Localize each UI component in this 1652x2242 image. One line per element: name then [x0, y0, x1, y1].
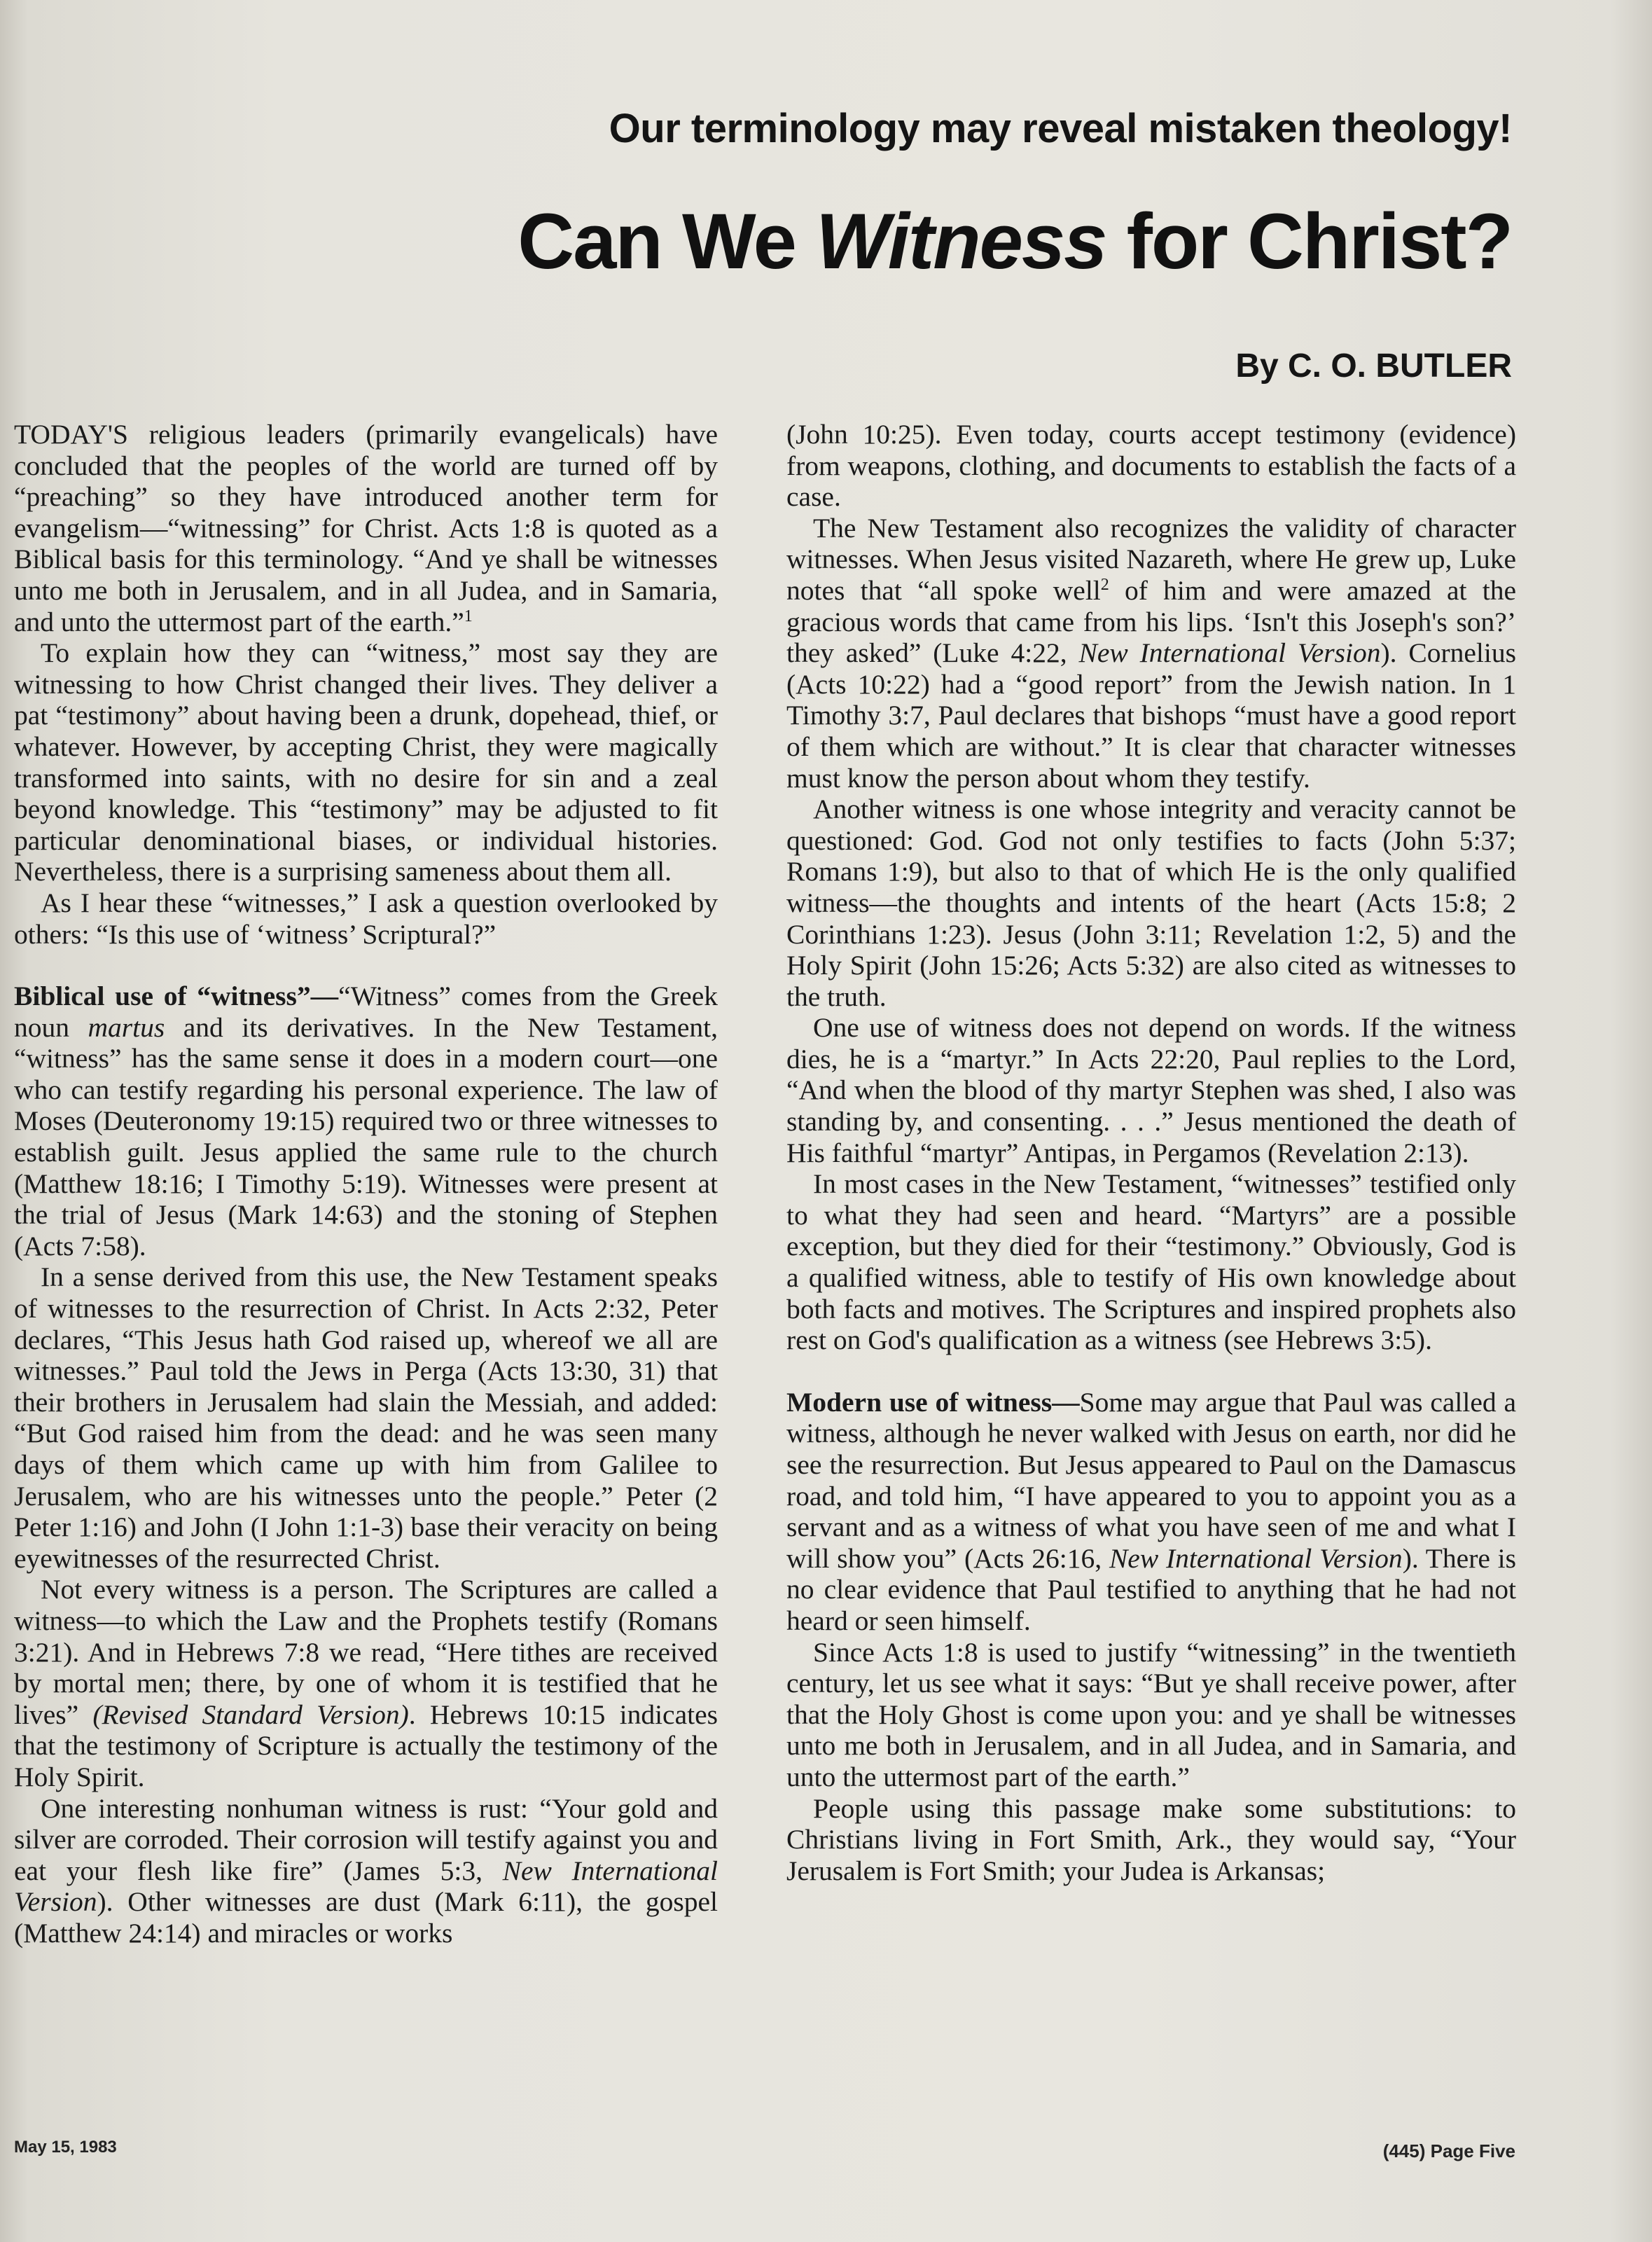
footer-date: May 15, 1983 — [14, 2138, 117, 2157]
footer-page-number: (445) Page Five — [1382, 2140, 1515, 2161]
paragraph-text: ). Cornelius (Acts 10:22) had a “good report” from the Jewish nation. In 1 Timothy 3:7, Paul declares that bishops “must have a good report of them which are without.” It is clear that character witnesses must know the person about whom they testify. — [786, 637, 1516, 794]
section-text: and its derivatives. In the New Testament, “witness” has the same sense it does in a modern court—one who can testify regarding his personal experience. The law of Moses (Deuteronomy 19:15) required two or three witnesses to establish guilt. Jesus applied the same rule to the church (Matthew 18:16; I Timothy 5:19). Witnesses were present at the trial of Jesus (Mark 14:63) and the stoning of Stephen (Acts 7:58). — [14, 1011, 718, 1261]
left-column — [14, 419, 718, 1949]
section-text: ). There is no clear evidence that Paul testified to anything that he had not heard or seen himself. — [786, 1542, 1517, 1636]
paragraph: One use of witness does not depend on words. If the witness dies, he is a “martyr.” In Acts 22:20, Paul replies to the Lord, “And when the blood of thy martyr Stephen was shed, I also was standing by, and consenting. . . .” Jesus mentioned the death of His faithful “martyr” Antipas, in Pergamos (Revelation 2:13). — [786, 1012, 1516, 1168]
section-text: Some may argue that Paul was called a witness, although he never walked with Jesus on earth, nor did he see the resurrection. But Jesus appeared to Paul on the Damascus road, and told him, “I have appeared to you to appoint you as a servant and as a witness of what you have seen of me and what I will show you” (Acts 26:16, — [786, 1386, 1516, 1574]
bible-version: New International Version — [14, 1855, 718, 1918]
paragraph-text: One interesting nonhuman witness is rust: “Your gold and silver are corroded. Their corrosion will testify against you and eat your flesh like fire” (James 5:3, — [14, 1792, 718, 1886]
paragraph — [14, 1574, 718, 1792]
paragraph-text: . Hebrews 10:15 indicates that the testimony of Scripture is actually the testimony of the Holy Spirit. — [14, 1698, 718, 1792]
paragraph-text: The New Testament also recognizes the validity of character witnesses. When Jesus visited Nazareth, where He grew up, Luke notes that “all spoke well — [786, 512, 1516, 606]
paragraph-text: ). Other witnesses are dust (Mark 6:11), the gospel (Matthew 24:14) and miracles or works — [14, 1886, 718, 1949]
bible-version: New International Version — [1109, 1542, 1403, 1574]
section-biblical-use — [14, 981, 718, 1261]
paragraph — [786, 513, 1516, 794]
title-part-2: for Christ? — [1106, 198, 1512, 285]
paragraph: Since Acts 1:8 is used to justify “witnessing” in the twentieth century, let us see what it says: “But ye shall receive power, after that the Holy Ghost is come upon you: and ye shall be witnesses unto me both in Jerusalem, and in all Judea, and in Samaria, and unto the uttermost part of the earth.” — [786, 1636, 1516, 1792]
paragraph: To explain how they can “witness,” most say they are witnessing to how Christ changed their lives. They deliver a pat “testimony” about having been a drunk, dopehead, thief, or whatever. However, by accepting Christ, they were magically transformed into saints, with no desire for sin and a zeal beyond knowledge. This “testimony” may be adjusted to fit particular denominational biases, or individual histories. Nevertheless, there is a surprising sameness about them all. — [14, 637, 718, 887]
right-column — [786, 419, 1516, 1886]
title-emphasis: Witness — [816, 198, 1106, 285]
section-heading: Biblical use of “witness”— — [14, 981, 339, 1012]
greek-term: martus — [88, 1011, 165, 1043]
title-part-1: Can We — [518, 198, 817, 285]
section-modern-use — [786, 1387, 1516, 1637]
section-heading: Modern use of witness— — [786, 1386, 1080, 1418]
article-byline: By C. O. BUTLER — [1235, 347, 1512, 385]
bible-version: New International Version — [1078, 637, 1381, 669]
paragraph: In most cases in the New Testament, “witnesses” testified only to what they had seen and heard. “Martyrs” are a possible exception, but they died for their “testimony.” Obviously, God is a qualified witness, able to testify of His own knowledge about both facts and motives. The Scriptures and inspired prophets also rest on God's qualification as a witness (see Hebrews 3:5). — [786, 1168, 1516, 1356]
paragraph-text: of him and were amazed at the gracious words that came from his lips. ‘Isn't this Joseph's son?’ they asked” (Luke 4:22, — [786, 574, 1516, 669]
paragraph-intro — [14, 419, 718, 637]
paragraph: In a sense derived from this use, the New Testament speaks of witnesses to the resurrection of Christ. In Acts 2:32, Peter declares, “This Jesus hath God raised up, whereof we all are witnesses.” Paul told the Jews in Perga (Acts 13:30, 31) that their brothers in Jerusalem had slain the Messiah, and added: “But God raised him from the dead: and he was seen many days of them which came up with him from Galilee to Jerusalem, who are his witnesses unto the people.” Peter (2 Peter 1:16) and John (I John 1:1-3) base their veracity on being eyewitnesses of the resurrected Christ. — [14, 1261, 718, 1574]
paragraph: Another witness is one whose integrity and veracity cannot be questioned: God. God not only testifies to facts (John 5:37; Romans 1:9), but also to that of which He is the only qualified witness—the thoughts and intents of the heart (Acts 15:8; 2 Corinthians 1:23). Jesus (John 3:11; Revelation 1:2, 5) and the Holy Spirit (John 15:26; Acts 5:32) are also cited as witnesses to the truth. — [786, 794, 1516, 1012]
paragraph: (John 10:25). Even today, courts accept testimony (evidence) from weapons, clothing, and documents to establish the facts of a case. — [786, 419, 1516, 513]
section-text: “Witness” comes from the Greek noun — [14, 981, 718, 1043]
article-title — [518, 196, 1512, 286]
paragraph — [14, 1793, 718, 1949]
paragraph-text: Not every witness is a person. The Scriptures are called a witness—to which the Law and the Prophets testify (Romans 3:21). And in Hebrews 7:8 we read, “Here tithes are received by mortal men; there, by one of whom it is testified that he lives” — [14, 1574, 718, 1730]
bible-version: (Revised Standard Version) — [92, 1698, 409, 1730]
paragraph: People using this passage make some substitutions: to Christians living in Fort Smith, Ark., they would say, “Your Jerusalem is Fort Smith; your Judea is Arkansas; — [786, 1792, 1516, 1886]
paragraph: As I hear these “witnesses,” I ask a question overlooked by others: “Is this use of ‘witness’ Scriptural?” — [14, 887, 718, 950]
footnote-marker-2: 2 — [1100, 575, 1109, 594]
paragraph-intro-text: TODAY'S religious leaders (primarily evangelicals) have concluded that the peoples of the world are turned off by “preaching” so they have introduced another term for evangelism—“witnessing” for Christ. Acts 1:8 is quoted as a Biblical basis for this terminology. “And ye shall be witnesses unto me both in Jerusalem, and in all Judea, and in Samaria, and unto the uttermost part of the earth.” — [14, 419, 718, 637]
footnote-marker-1: 1 — [464, 607, 473, 625]
article-kicker: Our terminology may reveal mistaken theology! — [609, 106, 1512, 151]
